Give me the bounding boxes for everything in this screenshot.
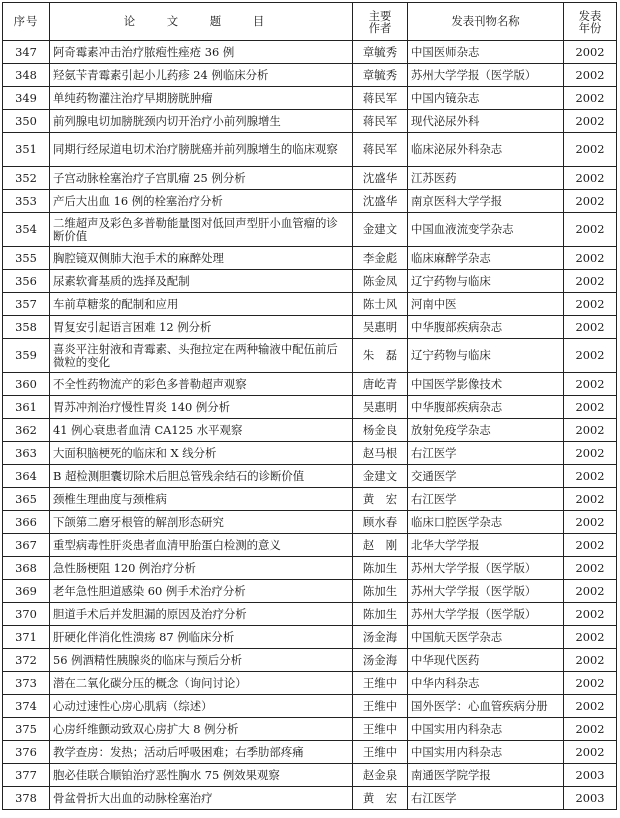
row-index: 358: [3, 316, 50, 339]
author: 陈士风: [353, 293, 408, 316]
journal-name: 苏州大学学报（医学版）: [408, 580, 564, 603]
author: 陈加生: [353, 603, 408, 626]
journal-name: 放射免疫学杂志: [408, 419, 564, 442]
header-author-line2: 作者: [368, 20, 392, 35]
author: 赵 刚: [353, 534, 408, 557]
row-index: 375: [3, 718, 50, 741]
row-index: 373: [3, 672, 50, 695]
row-index: 368: [3, 557, 50, 580]
author: 金建文: [353, 465, 408, 488]
row-index: 361: [3, 396, 50, 419]
table-row: [3, 87, 617, 110]
journal-name: 苏州大学学报（医学版）: [408, 64, 564, 87]
journal-name: 北华大学学报: [408, 534, 564, 557]
publish-year: 2002: [564, 672, 617, 695]
table-row: [3, 396, 617, 419]
author: 章毓秀: [353, 41, 408, 64]
table-row: [3, 787, 617, 810]
author: 王维中: [353, 672, 408, 695]
journal-name: 中国医师杂志: [408, 41, 564, 64]
table-row: [3, 557, 617, 580]
author: 蒋民军: [353, 133, 408, 167]
journal-name: 江苏医药: [408, 167, 564, 190]
table-row: [3, 626, 617, 649]
row-index: 353: [3, 190, 50, 213]
paper-title: 41 例心衰患者血清 CA125 水平观察: [50, 419, 353, 442]
table-row: [3, 672, 617, 695]
paper-title: 骨盆骨折大出血的动脉栓塞治疗: [50, 787, 353, 810]
table-row: [3, 316, 617, 339]
publish-year: 2002: [564, 110, 617, 133]
journal-name: 右江医学: [408, 442, 564, 465]
paper-title: 急性肠梗阻 120 例治疗分析: [50, 557, 353, 580]
journal-name: 临床麻醉学杂志: [408, 247, 564, 270]
table-row: [3, 247, 617, 270]
paper-title: 下颌第二磨牙根管的解剖形态研究: [50, 511, 353, 534]
paper-list-table: [2, 2, 617, 810]
author: 章毓秀: [353, 64, 408, 87]
author: 顾水春: [353, 511, 408, 534]
paper-title: B 超检测胆囊切除术后胆总管残余结石的诊断价值: [50, 465, 353, 488]
row-index: 365: [3, 488, 50, 511]
row-index: 356: [3, 270, 50, 293]
journal-name: 南通医学院学报: [408, 764, 564, 787]
journal-name: 右江医学: [408, 787, 564, 810]
author: 唐屹青: [353, 373, 408, 396]
author: 黄 宏: [353, 488, 408, 511]
author: 杨金良: [353, 419, 408, 442]
table-row: [3, 488, 617, 511]
header-index: 序号: [3, 3, 50, 41]
header-year-line2: 年份: [578, 20, 602, 35]
journal-name: 辽宁药物与临床: [408, 339, 564, 373]
paper-title: 单纯药物灌注治疗早期膀胱肿瘤: [50, 87, 353, 110]
row-index: 357: [3, 293, 50, 316]
author: 李金彪: [353, 247, 408, 270]
paper-title: 车前草糖浆的配制和应用: [50, 293, 353, 316]
publish-year: 2002: [564, 373, 617, 396]
journal-name: 临床泌尿外科杂志: [408, 133, 564, 167]
author: 蒋民军: [353, 87, 408, 110]
row-index: 363: [3, 442, 50, 465]
header-title: [50, 3, 353, 41]
paper-title: 肝硬化伴消化性溃疡 87 例临床分析: [50, 626, 353, 649]
paper-title: 羟氨苄青霉素引起小儿药疹 24 例临床分析: [50, 64, 353, 87]
author: 王维中: [353, 741, 408, 764]
journal-name: 苏州大学学报（医学版）: [408, 557, 564, 580]
author: 赵金泉: [353, 764, 408, 787]
author: 王维中: [353, 718, 408, 741]
publish-year: 2002: [564, 603, 617, 626]
header-year-line1: 发表: [578, 8, 602, 23]
table-header: [3, 3, 617, 41]
paper-title: 胃复安引起语言困难 12 例分析: [50, 316, 353, 339]
journal-name: 中国实用内科杂志: [408, 718, 564, 741]
publish-year: 2002: [564, 442, 617, 465]
row-index: 367: [3, 534, 50, 557]
table-row: [3, 603, 617, 626]
table-row: [3, 741, 617, 764]
row-index: 364: [3, 465, 50, 488]
publish-year: 2002: [564, 316, 617, 339]
author: 黄 宏: [353, 787, 408, 810]
publish-year: 2002: [564, 270, 617, 293]
journal-name: 中国航天医学杂志: [408, 626, 564, 649]
table-row: [3, 270, 617, 293]
row-index: 377: [3, 764, 50, 787]
journal-name: 辽宁药物与临床: [408, 270, 564, 293]
journal-name: 河南中医: [408, 293, 564, 316]
publish-year: 2002: [564, 557, 617, 580]
paper-title: 心房纤维颤动致双心房扩大 8 例分析: [50, 718, 353, 741]
row-index: 360: [3, 373, 50, 396]
table-row: [3, 293, 617, 316]
table-row: [3, 213, 617, 247]
row-index: 351: [3, 133, 50, 167]
publish-year: 2002: [564, 64, 617, 87]
author: 沈盛华: [353, 167, 408, 190]
publish-year: 2002: [564, 293, 617, 316]
paper-title: 56 例酒精性胰腺炎的临床与预后分析: [50, 649, 353, 672]
journal-name: 交通医学: [408, 465, 564, 488]
journal-name: 国外医学：心血管疾病分册: [408, 695, 564, 718]
table-body: [3, 41, 617, 810]
row-index: 366: [3, 511, 50, 534]
paper-title: 不全性药物流产的彩色多普勒超声观察: [50, 373, 353, 396]
author: 吴惠明: [353, 396, 408, 419]
paper-title: 心动过速性心房心肌病（综述）: [50, 695, 353, 718]
header-year: [564, 3, 617, 41]
author: 汤金海: [353, 626, 408, 649]
paper-title: 老年急性胆道感染 60 例手术治疗分析: [50, 580, 353, 603]
publish-year: 2003: [564, 764, 617, 787]
journal-name: 苏州大学学报（医学版）: [408, 603, 564, 626]
paper-title: 胞必佳联合顺铂治疗恶性胸水 75 例效果观察: [50, 764, 353, 787]
publish-year: 2002: [564, 626, 617, 649]
header-title-text: 论 文 题 目: [123, 14, 279, 28]
publish-year: 2003: [564, 787, 617, 810]
row-index: 355: [3, 247, 50, 270]
paper-title: 胃苏冲剂治疗慢性胃炎 140 例分析: [50, 396, 353, 419]
author: 蒋民军: [353, 110, 408, 133]
paper-title: 阿奇霉素冲击治疗脓疱性痤疮 36 例: [50, 41, 353, 64]
publish-year: 2002: [564, 580, 617, 603]
row-index: 376: [3, 741, 50, 764]
paper-title: 喜炎平注射液和青霉素、头孢拉定在两种输液中配伍前后微粒的变化: [50, 339, 353, 373]
journal-name: 临床口腔医学杂志: [408, 511, 564, 534]
row-index: 362: [3, 419, 50, 442]
row-index: 347: [3, 41, 50, 64]
table-row: [3, 167, 617, 190]
paper-title: 二维超声及彩色多普勒能量图对低回声型肝小血管瘤的诊断价值: [50, 213, 353, 247]
table-row: [3, 511, 617, 534]
row-index: 350: [3, 110, 50, 133]
table-row: [3, 465, 617, 488]
table-row: [3, 764, 617, 787]
table-row: [3, 41, 617, 64]
author: 吴惠明: [353, 316, 408, 339]
author: 陈金凤: [353, 270, 408, 293]
publish-year: 2002: [564, 419, 617, 442]
paper-title: 颈椎生理曲度与颈椎病: [50, 488, 353, 511]
paper-title: 子宫动脉栓塞治疗子宫肌瘤 25 例分析: [50, 167, 353, 190]
header-journal: 发表刊物名称: [408, 3, 564, 41]
row-index: 370: [3, 603, 50, 626]
paper-title: 前列腺电切加膀胱颈内切开治疗小前列腺增生: [50, 110, 353, 133]
paper-title: 胆道手术后并发胆漏的原因及治疗分析: [50, 603, 353, 626]
publish-year: 2002: [564, 534, 617, 557]
author: 金建文: [353, 213, 408, 247]
journal-name: 右江医学: [408, 488, 564, 511]
publish-year: 2002: [564, 695, 617, 718]
journal-name: 中华腹部疾病杂志: [408, 316, 564, 339]
table-row: [3, 373, 617, 396]
journal-name: 中华现代医药: [408, 649, 564, 672]
author: 陈加生: [353, 580, 408, 603]
journal-name: 中国血液流变学杂志: [408, 213, 564, 247]
author: 王维中: [353, 695, 408, 718]
author: 朱 磊: [353, 339, 408, 373]
header-author: [353, 3, 408, 41]
publish-year: 2002: [564, 133, 617, 167]
table-row: [3, 695, 617, 718]
publish-year: 2002: [564, 190, 617, 213]
publish-year: 2002: [564, 649, 617, 672]
table-row: [3, 133, 617, 167]
paper-title: 重型病毒性肝炎患者血清甲胎蛋白检测的意义: [50, 534, 353, 557]
header-row: [3, 3, 617, 41]
publish-year: 2002: [564, 339, 617, 373]
table-row: [3, 110, 617, 133]
journal-name: 中华腹部疾病杂志: [408, 396, 564, 419]
publish-year: 2002: [564, 465, 617, 488]
publish-year: 2002: [564, 718, 617, 741]
publish-year: 2002: [564, 87, 617, 110]
publish-year: 2002: [564, 41, 617, 64]
paper-title: 潜在二氧化碳分压的概念（询问讨论）: [50, 672, 353, 695]
table-row: [3, 580, 617, 603]
row-index: 372: [3, 649, 50, 672]
paper-title: 胸腔镜双侧肺大泡手术的麻醉处理: [50, 247, 353, 270]
paper-title: 同期行经尿道电切术治疗膀胱癌并前列腺增生的临床观察: [50, 133, 353, 167]
row-index: 378: [3, 787, 50, 810]
table-row: [3, 718, 617, 741]
journal-name: 现代泌尿外科: [408, 110, 564, 133]
journal-name: 中华内科杂志: [408, 672, 564, 695]
row-index: 369: [3, 580, 50, 603]
paper-title: 尿素软膏基质的选择及配制: [50, 270, 353, 293]
table-row: [3, 649, 617, 672]
table-row: [3, 419, 617, 442]
journal-name: 中国医学影像技术: [408, 373, 564, 396]
publish-year: 2002: [564, 247, 617, 270]
row-index: 359: [3, 339, 50, 373]
journal-name: 中国实用内科杂志: [408, 741, 564, 764]
author: 沈盛华: [353, 190, 408, 213]
publish-year: 2002: [564, 396, 617, 419]
publish-year: 2002: [564, 511, 617, 534]
paper-title: 大面积脑梗死的临床和 X 线分析: [50, 442, 353, 465]
author: 陈加生: [353, 557, 408, 580]
table-row: [3, 190, 617, 213]
row-index: 352: [3, 167, 50, 190]
row-index: 348: [3, 64, 50, 87]
table-row: [3, 442, 617, 465]
paper-title: 产后大出血 16 例的栓塞治疗分析: [50, 190, 353, 213]
paper-title: 教学查房：发热；活动后呼吸困难；右季肋部疼痛: [50, 741, 353, 764]
author: 汤金海: [353, 649, 408, 672]
publish-year: 2002: [564, 741, 617, 764]
publish-year: 2002: [564, 488, 617, 511]
table-row: [3, 64, 617, 87]
table-row: [3, 534, 617, 557]
row-index: 349: [3, 87, 50, 110]
publish-year: 2002: [564, 213, 617, 247]
journal-name: 南京医科大学学报: [408, 190, 564, 213]
row-index: 354: [3, 213, 50, 247]
row-index: 374: [3, 695, 50, 718]
author: 赵马根: [353, 442, 408, 465]
table-row: [3, 339, 617, 373]
publish-year: 2002: [564, 167, 617, 190]
journal-name: 中国内镜杂志: [408, 87, 564, 110]
row-index: 371: [3, 626, 50, 649]
header-author-line1: 主要: [368, 8, 392, 23]
